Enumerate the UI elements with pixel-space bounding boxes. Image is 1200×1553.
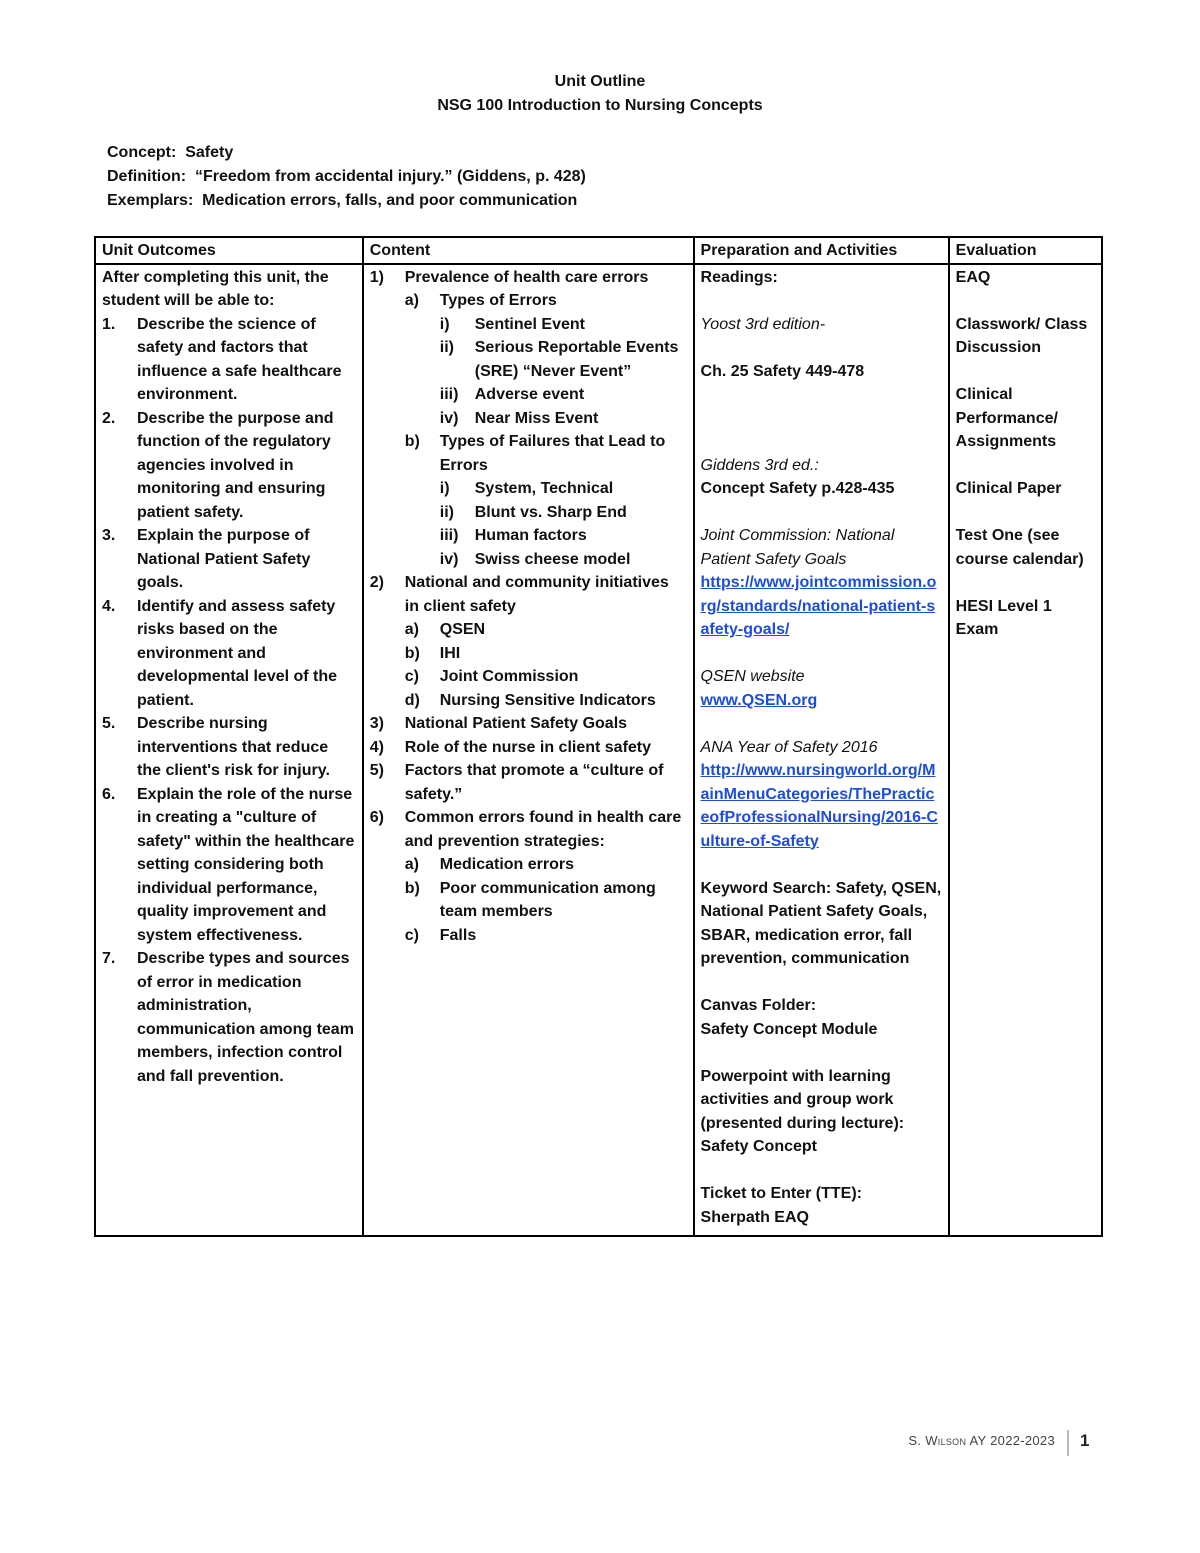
- content-text: Swiss cheese model: [474, 550, 631, 568]
- content-text: Joint Commission: [439, 668, 579, 685]
- header-preparation: Preparation and Activities: [694, 237, 949, 264]
- content-list: [370, 266, 687, 948]
- ana-link[interactable]: http://www.nursingworld.org/MainMenuCategories/ThePracticeofProfessionalNursing/2016-Culture-of-Safety: [700, 762, 938, 850]
- outcome-item: [102, 595, 356, 713]
- content-item: [370, 336, 687, 383]
- outcome-text: Describe types and sources of error in medication administration, communication among team members, infection control and fall prevention.: [137, 950, 354, 1085]
- content-number: 1): [369, 268, 384, 286]
- outcome-text: Describe the purpose and function of the regulatory agencies involved in monitoring and ensuring patient safety.: [137, 409, 334, 521]
- content-text: Blunt vs. Sharp End: [474, 503, 627, 521]
- exemplars-line: [107, 189, 586, 213]
- content-item: [370, 853, 687, 877]
- outcomes-list: [102, 313, 356, 1089]
- content-item: [370, 289, 687, 313]
- tte-label: Ticket to Enter (TTE):: [700, 1185, 863, 1202]
- content-number: b): [404, 879, 420, 897]
- content-text: System, Technical: [474, 480, 614, 497]
- content-number: 3): [369, 715, 384, 732]
- content-item: [370, 383, 687, 407]
- outcome-text: Identify and assess safety risks based on the environment and developmental level of the patient.: [137, 597, 338, 709]
- outcome-number: 6.: [102, 785, 116, 803]
- header-evaluation: Evaluation: [949, 237, 1102, 264]
- content-text: Serious Reportable Events (SRE) “Never Event”: [474, 339, 679, 380]
- evaluation-item: HESI Level 1 Exam: [955, 597, 1052, 638]
- content-item: [370, 759, 687, 806]
- content-number: b): [404, 644, 420, 662]
- concept-line: [107, 141, 586, 165]
- content-number: 5): [369, 762, 384, 779]
- evaluation-item: Classwork/ Class Discussion: [955, 315, 1088, 356]
- powerpoint-name: Safety Concept: [700, 1138, 817, 1155]
- content-item: [370, 642, 687, 666]
- content-item: [370, 571, 687, 618]
- content-text: Prevalence of health care errors: [404, 268, 649, 286]
- outcome-number: 2.: [102, 409, 116, 427]
- content-text: Common errors found in health care and prevention strategies:: [404, 809, 682, 850]
- outcome-item: [102, 947, 356, 1088]
- content-number: a): [404, 292, 419, 309]
- content-cell: [363, 264, 694, 1237]
- canvas-folder-name: Safety Concept Module: [700, 1020, 878, 1038]
- content-number: iv): [439, 409, 459, 427]
- yoost-text: Yoost 3rd edition-: [700, 315, 826, 333]
- content-item: [370, 266, 687, 290]
- outcome-text: Explain the role of the nurse in creating a "culture of safety" within the healthcare setting considering both individual performance, quality improvement and system effectiveness.: [137, 785, 355, 944]
- content-number: a): [404, 856, 419, 873]
- tte-value: Sherpath EAQ: [700, 1208, 809, 1226]
- evaluation-item: Clinical Paper: [955, 480, 1062, 497]
- content-text: Types of Errors: [439, 292, 557, 309]
- table-header-row: [95, 237, 1102, 264]
- evaluation-item: Test One (see course calendar): [955, 527, 1084, 568]
- content-text: Medication errors: [439, 856, 575, 873]
- qsen-link[interactable]: www.QSEN.org: [700, 691, 818, 709]
- content-item: [370, 689, 687, 713]
- outcome-text: Describe the science of safety and factors that influence a safe healthcare environment.: [137, 315, 342, 403]
- content-text: Factors that promote a “culture of safety.”: [404, 762, 664, 803]
- content-number: iii): [439, 386, 459, 403]
- content-number: 4): [369, 738, 384, 756]
- outcome-item: [102, 712, 356, 783]
- content-text: Adverse event: [474, 386, 585, 403]
- outcome-item: [102, 783, 356, 948]
- content-item: [370, 712, 687, 736]
- content-item: [370, 665, 687, 689]
- evaluation-cell: [949, 264, 1102, 1237]
- canvas-folder-label: Canvas Folder:: [700, 997, 817, 1014]
- content-text: IHI: [439, 644, 461, 662]
- content-text: Near Miss Event: [474, 409, 599, 427]
- outcome-item: [102, 524, 356, 595]
- content-item: [370, 806, 687, 853]
- content-number: d): [404, 691, 420, 709]
- header-unit-outcomes: Unit Outcomes: [95, 237, 363, 264]
- exemplars-value: Medication errors, falls, and poor communication: [202, 192, 578, 209]
- ana-text: ANA Year of Safety 2016: [700, 738, 878, 756]
- content-text: Nursing Sensitive Indicators: [439, 691, 656, 709]
- content-number: 6): [369, 809, 384, 826]
- content-item: [370, 924, 687, 948]
- outcome-number: 3.: [102, 527, 116, 544]
- yoost-chapter: Ch. 25 Safety 449-478: [700, 362, 865, 380]
- exemplars-label: Exemplars:: [107, 192, 194, 209]
- content-item: [370, 430, 687, 477]
- header-content: Content: [363, 237, 694, 264]
- definition-label: Definition:: [107, 168, 187, 185]
- concept-meta: [107, 141, 586, 213]
- footer-divider: [1067, 1430, 1069, 1456]
- content-number: a): [404, 621, 419, 638]
- course-title: NSG 100 Introduction to Nursing Concepts: [437, 97, 763, 114]
- content-text: Role of the nurse in client safety: [404, 738, 652, 756]
- title-block: [0, 70, 1200, 118]
- evaluation-item: Clinical Performance/ Assignments: [955, 386, 1058, 450]
- content-text: National and community initiatives in client safety: [404, 574, 669, 615]
- outcome-item: [102, 313, 356, 407]
- content-item: [370, 477, 687, 501]
- page-number: 1: [1080, 1431, 1090, 1450]
- definition-line: [107, 165, 586, 189]
- content-item: [370, 501, 687, 525]
- giddens-chapter: Concept Safety p.428-435: [700, 480, 895, 497]
- joint-commission-text: Joint Commission: National Patient Safety Goals: [700, 527, 895, 568]
- content-number: i): [439, 315, 450, 333]
- definition-value: “Freedom from accidental injury.” (Giddens, p. 428): [194, 168, 586, 185]
- content-item: [370, 313, 687, 337]
- content-item: [370, 407, 687, 431]
- document-title: Unit Outline: [554, 73, 646, 90]
- outcome-number: 4.: [102, 597, 116, 615]
- page-footer: [0, 1430, 1200, 1458]
- outcome-text: Explain the purpose of National Patient Safety goals.: [137, 527, 311, 591]
- giddens-text: Giddens 3rd ed.:: [700, 456, 819, 474]
- unit-outline-table: [94, 236, 1103, 1237]
- content-item: [370, 548, 687, 572]
- footer-author: S. Wilson AY 2022-2023: [908, 1433, 1055, 1448]
- content-number: c): [404, 668, 419, 685]
- content-number: ii): [439, 503, 454, 521]
- content-number: i): [439, 480, 450, 497]
- powerpoint-text: Powerpoint with learning activities and group work (presented during lecture):: [700, 1067, 905, 1132]
- concept-label: Concept:: [107, 144, 177, 161]
- content-item: [370, 877, 687, 924]
- outcome-number: 1.: [102, 315, 116, 333]
- content-item: [370, 524, 687, 548]
- content-text: QSEN: [439, 621, 486, 638]
- outcomes-cell: [95, 264, 363, 1237]
- outcome-number: 7.: [102, 950, 116, 967]
- content-text: Sentinel Event: [474, 315, 585, 333]
- content-text: Falls: [439, 926, 477, 944]
- outcomes-intro: After completing this unit, the student will be able to:: [102, 268, 329, 309]
- table-body-row: [95, 264, 1102, 1237]
- outcome-item: [102, 407, 356, 525]
- content-text: Types of Failures that Lead to Errors: [439, 433, 666, 474]
- content-number: 2): [369, 574, 384, 591]
- content-text: Human factors: [474, 527, 587, 544]
- qsen-text: QSEN website: [700, 668, 805, 685]
- content-number: iv): [439, 550, 459, 568]
- content-number: b): [404, 433, 420, 450]
- content-text: Poor communication among team members: [439, 879, 656, 920]
- content-item: [370, 736, 687, 760]
- content-text: National Patient Safety Goals: [404, 715, 628, 732]
- content-number: iii): [439, 527, 459, 544]
- joint-commission-link[interactable]: https://www.jointcommission.org/standards/national-patient-safety-goals/: [700, 574, 937, 638]
- keyword-search: Keyword Search: Safety, QSEN, National Patient Safety Goals, SBAR, medication error, fall prevention, communication: [700, 879, 942, 967]
- readings-label: Readings:: [700, 268, 778, 286]
- outcome-text: Describe nursing interventions that reduce the client's risk for injury.: [137, 715, 330, 779]
- concept-value: Safety: [185, 144, 234, 161]
- content-number: ii): [439, 339, 454, 356]
- content-number: c): [404, 926, 419, 944]
- preparation-cell: [694, 264, 949, 1237]
- outcome-number: 5.: [102, 715, 116, 732]
- content-item: [370, 618, 687, 642]
- evaluation-item: EAQ: [955, 268, 991, 286]
